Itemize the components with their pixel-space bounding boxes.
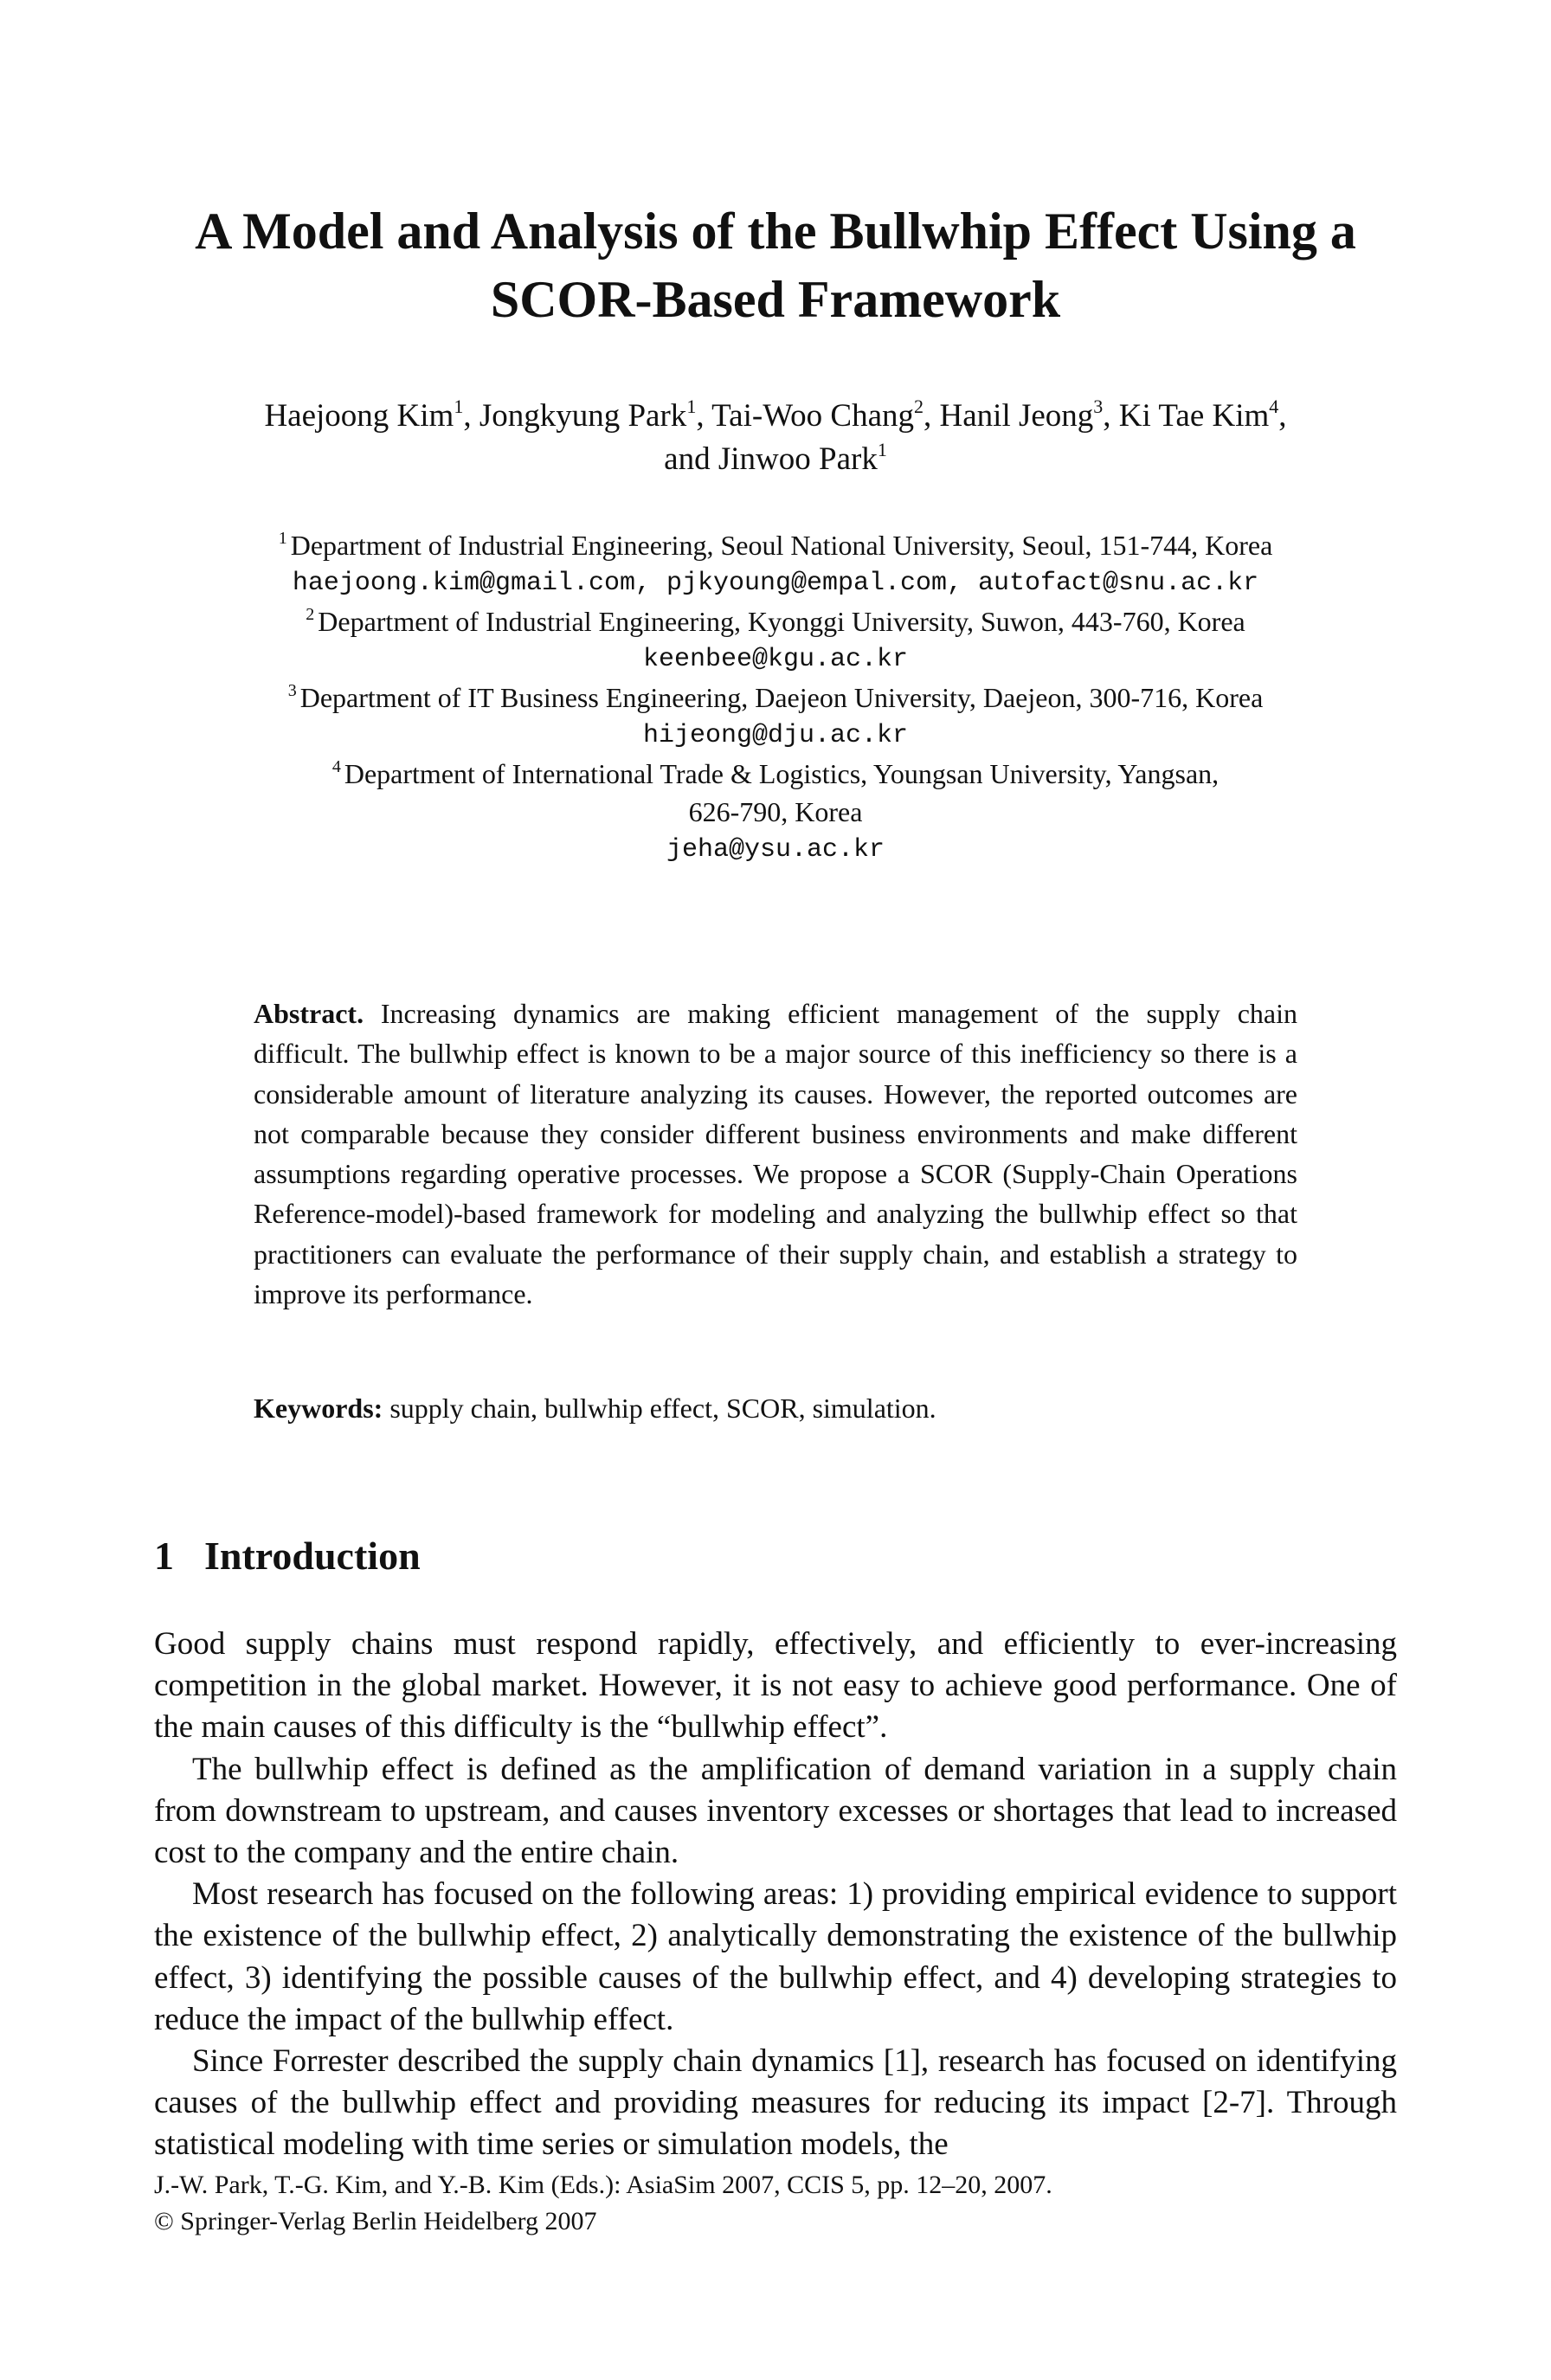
paragraph: Since Forrester described the supply chain dynamics [1], research has focused on identifying causes of the bullwhip effect and providing measures for reducing its impact [2-7]. Through statistical modeling with time series or simulation models, the — [154, 2043, 1397, 2163]
author-name: Ki Tae Kim — [1118, 398, 1270, 434]
footer-copyright: © Springer-Verlag Berlin Heidelberg 2007 — [154, 2207, 597, 2235]
title-line-2: SCOR-Based Framework — [490, 271, 1061, 328]
author-list — [0, 395, 1551, 481]
footer — [154, 2167, 1052, 2240]
affiliation-4-email[interactable]: jeha@ysu.ac.kr — [666, 835, 885, 865]
abstract-label: Abstract. — [254, 998, 364, 1029]
author-name: Haejoong Kim — [264, 398, 454, 434]
paragraph: Most research has focused on the following areas: 1) providing empirical evidence to support the existence of the bullwhip effect, 2) analytically demonstrating the existence of the bullwhip effect, 3) identifying the possible causes of the bullwhip effect, and 4) developing strategies to reduce the impact of the bullwhip effect. — [154, 1876, 1397, 2037]
affiliation-1-email[interactable]: haejoong.kim@gmail.com, pjkyoung@empal.com, autofact@snu.ac.kr — [292, 569, 1259, 598]
author-name: Jongkyung Park — [479, 398, 687, 434]
section-title: Introduction — [204, 1534, 421, 1578]
author-line-2: and Jinwoo Park$^1$ — [664, 439, 887, 477]
author-name: Jinwoo Park — [718, 441, 878, 477]
abstract — [254, 994, 1297, 1314]
author-line-1: Haejoong Kim$^1$, Jongkyung Park$^1$, Tai-Woo Chang$^2$, Hanil Jeong$^3$, Ki Tae Kim$^4$, — [264, 396, 1287, 434]
affiliation-3-email[interactable]: hijeong@dju.ac.kr — [642, 721, 909, 750]
affiliation-2-email[interactable]: keenbee@kgu.ac.kr — [642, 645, 909, 674]
section-body — [154, 1624, 1397, 2166]
affiliation-4-cont: 626-790, Korea — [688, 796, 863, 827]
keywords — [254, 1388, 1297, 1428]
affiliation-3: $^3$ Department of IT Business Engineering, Daejeon University, Daejeon, 300-716, Korea — [287, 681, 1264, 713]
author-affil-mark: 3 — [1093, 396, 1104, 417]
keywords-label: Keywords: — [254, 1393, 383, 1424]
author-affil-mark: 4 — [1269, 396, 1279, 417]
affiliation-2: $^2$ Department of Industrial Engineering, Kyonggi University, Suwon, 443-760, Korea — [306, 605, 1245, 637]
author-affil-mark: 1 — [686, 396, 697, 417]
author-name: Hanil Jeong — [939, 398, 1094, 434]
author-affil-mark: 1 — [877, 439, 887, 460]
paper-title — [0, 197, 1551, 334]
abstract-text: Increasing dynamics are making efficient management of the supply chain difficult. The bullwhip effect is known to be a major source of this inefficiency so there is a considerable amount of literature analyzing its causes. However, the reported outcomes are not comparable because they consider different business environments and make different assumptions regarding operative processes. We propose a SCOR (Supply-Chain Operations Reference-model)-based framework for modeling and analyzing the bullwhip effect so that practitioners can evaluate the performance of their supply chain, and establish a strategy to improve its performance. — [254, 998, 1298, 1310]
author-name: Tai-Woo Chang — [711, 398, 915, 434]
keywords-text: supply chain, bullwhip effect, SCOR, simulation. — [389, 1393, 936, 1424]
author-affil-mark: 1 — [454, 396, 464, 417]
section-heading — [154, 1530, 421, 1582]
paragraph: The bullwhip effect is defined as the amplification of demand variation in a supply chain from downstream to upstream, and causes inventory excesses or shortages that lead to increased cost to the company and the entire chain. — [154, 1751, 1397, 1871]
title-line-1: A Model and Analysis of the Bullwhip Effect Using a — [195, 203, 1356, 260]
footer-citation: J.-W. Park, T.-G. Kim, and Y.-B. Kim (Eds.): AsiaSim 2007, CCIS 5, pp. 12–20, 2007. — [154, 2171, 1052, 2199]
affiliations — [0, 526, 1551, 869]
affiliation-1: $^1$ Department of Industrial Engineering, Seoul National University, Seoul, 151-744, Korea — [278, 529, 1273, 561]
section-number: 1 — [154, 1534, 174, 1578]
paragraph: Good supply chains must respond rapidly, effectively, and efficiently to ever-increasing competition in the global market. However, it is not easy to achieve good performance. One of the main causes of this difficulty is the “bullwhip effect”. — [154, 1626, 1397, 1746]
author-affil-mark: 2 — [914, 396, 924, 417]
affiliation-4: $^4$ Department of International Trade & Logistics, Youngsan University, Yangsan, — [331, 757, 1220, 789]
